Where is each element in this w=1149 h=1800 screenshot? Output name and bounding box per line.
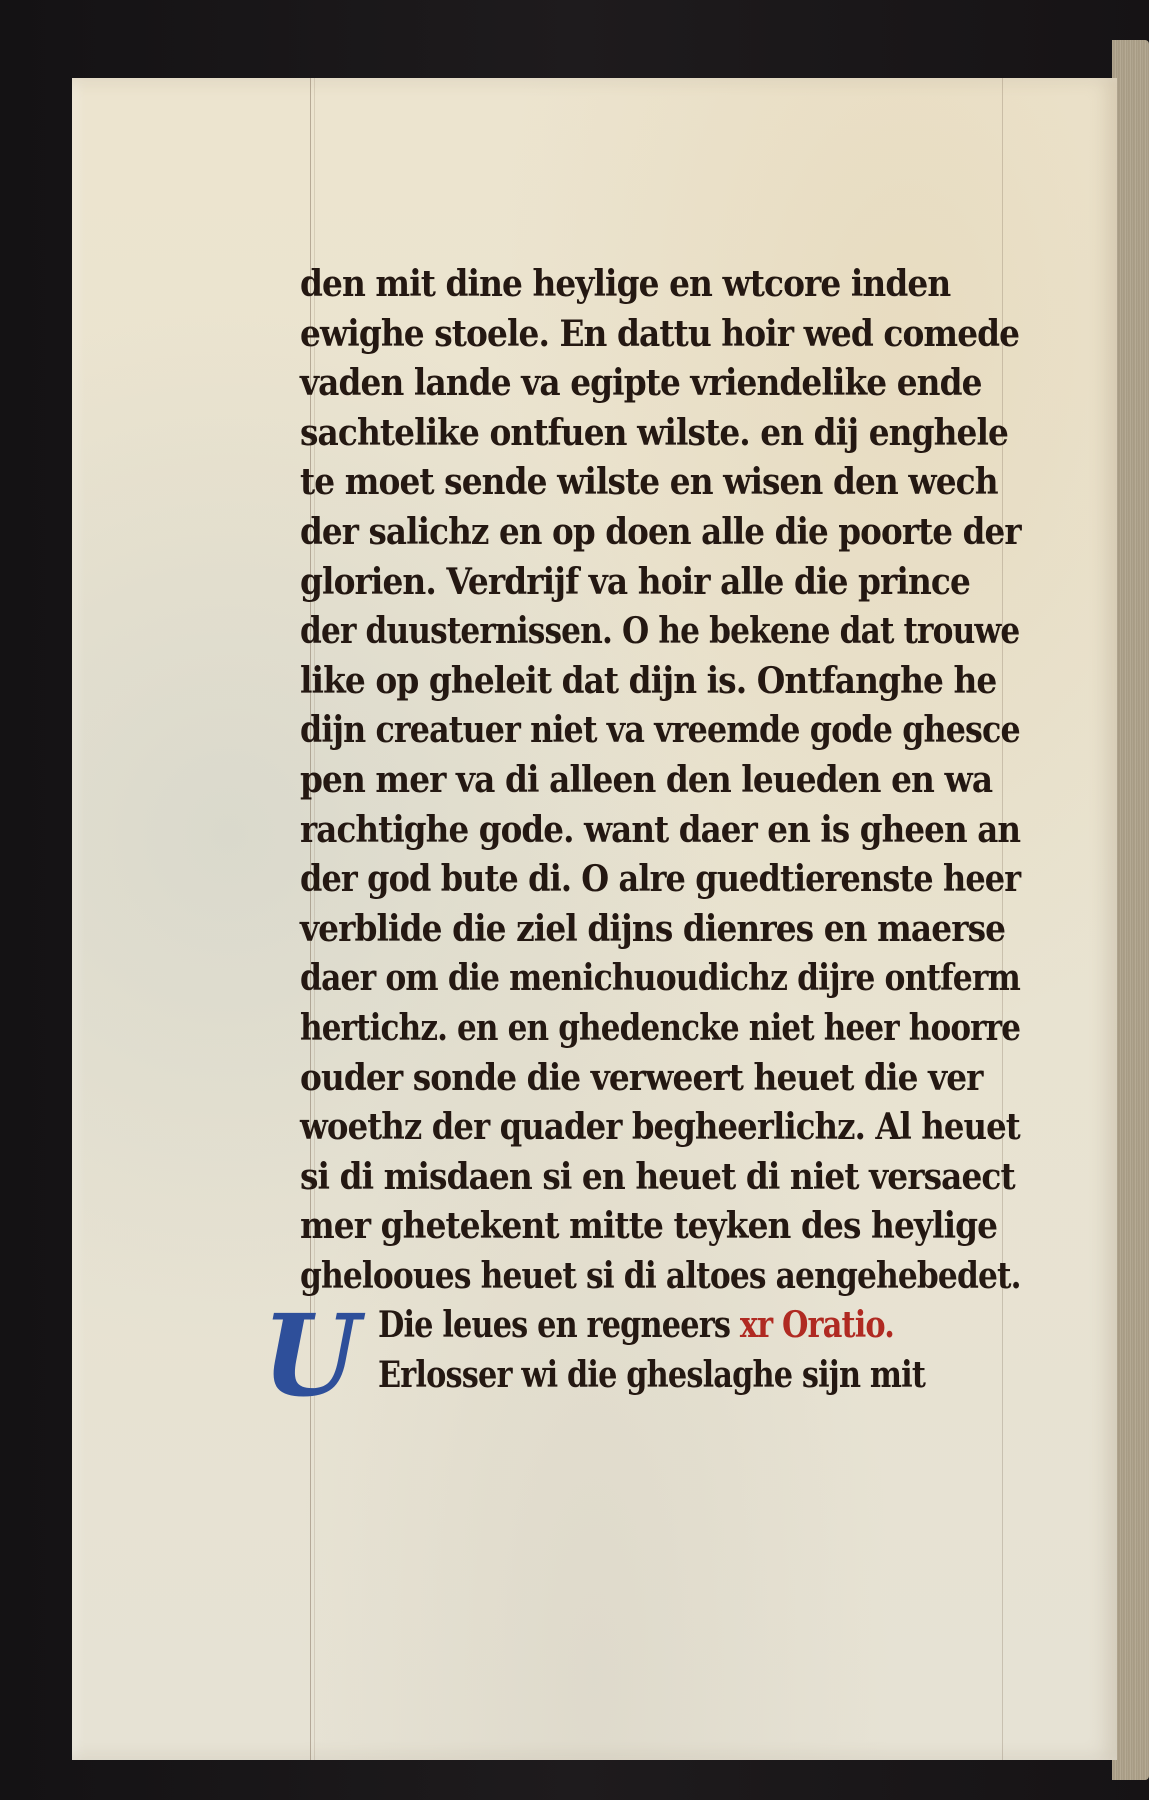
rubric-line [378, 1301, 978, 1351]
text-line: woethz der quader begheerlichz. Al heuet [300, 1106, 1020, 1149]
final-text-line: Erlosser wi die gheslaghe sijn mit [378, 1354, 926, 1397]
text-line: sachtelike ontfuen wilste. en dij enghele [300, 411, 1009, 454]
rubric-text: Die leues en regneers [378, 1304, 731, 1347]
text-line: der salichz en op doen alle die poorte der [300, 510, 1021, 553]
text-line: si di misdaen si en heuet di niet versaect [300, 1155, 1015, 1198]
decorated-initial: U [262, 1291, 359, 1423]
text-line: dijn creatuer niet va vreemde gode ghesce [300, 709, 1020, 752]
text-line: vaden lande va egipte vriendelike ende [300, 362, 982, 405]
text-line: pen mer va di alleen den leueden en wa [300, 758, 993, 801]
text-line: glorien. Verdrijf va hoir alle die prince [300, 560, 970, 603]
text-line: den mit dine heylige en wtcore inden [300, 263, 951, 305]
text-line: mer ghetekent mitte teyken des heylige [300, 1205, 998, 1248]
rubric-title: Oratio. [781, 1304, 894, 1347]
text-line: der god bute di. O alre guedtierenste heer [300, 858, 1021, 901]
text-line: te moet sende wilste en wisen den wech [300, 461, 998, 504]
text-line: daer om die menichuoudichz dijre ontferm [300, 957, 1020, 1000]
text-line: der duusternissen. O he bekene dat trouwe [300, 610, 1020, 653]
text-line: ghelooues heuet si di altoes aengehebedet. [300, 1254, 1021, 1297]
text-line: like op gheleit dat dijn is. Ontfanghe he [300, 659, 997, 702]
rubric-section [262, 1291, 1090, 1423]
rubric-abbrev: xr [739, 1304, 773, 1347]
text-line: rachtighe gode. want daer en is gheen an [300, 808, 1021, 851]
manuscript-page [72, 78, 1117, 1760]
page-edges [1112, 40, 1149, 1780]
text-line: ouder sonde die verweert heuet die ver [300, 1056, 983, 1099]
text-line: verblide die ziel dijns dienres en maerse [300, 907, 1006, 950]
text-block [262, 260, 1090, 1423]
text-line: hertichz. en en ghedencke niet heer hoorre [300, 1006, 1021, 1049]
text-line: ewighe stoele. En dattu hoir wed comede [300, 312, 1020, 355]
